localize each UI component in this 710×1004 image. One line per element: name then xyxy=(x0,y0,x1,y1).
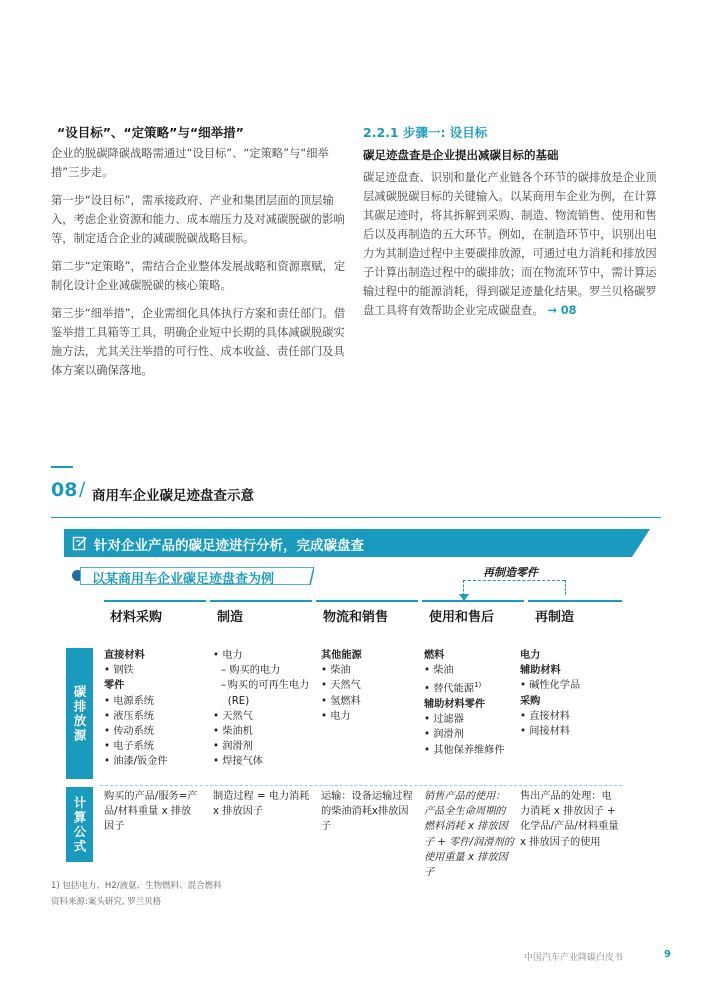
reman-dash-right xyxy=(565,580,566,595)
source-item: • 氢燃料 xyxy=(321,695,361,707)
figure-accent-line xyxy=(51,466,73,468)
source-item: • 直接材料 xyxy=(520,710,570,722)
source-title: 燃料 xyxy=(424,650,445,661)
col4-header: 使用和售后 xyxy=(429,610,495,625)
example-text: 以某商用车企业碳足迹盘查为例 xyxy=(92,572,275,587)
source-title: 辅助材料零件 xyxy=(424,699,486,710)
page-number: 9 xyxy=(664,949,671,960)
left-paragraph-1: 企业的脱碳降碳战略需通过“设目标”、“定策略”与“细举措”三步走。 xyxy=(51,147,329,179)
col1-line xyxy=(104,600,206,602)
col3-formula: 运输：设备运输过程的柴油消耗x排放因子 xyxy=(321,791,413,833)
col1-header: 材料采购 xyxy=(110,610,163,625)
row-label-sources: 碳排放源 xyxy=(66,648,93,779)
source-item: • 天然气 xyxy=(213,710,253,722)
source-title: 辅助材料 xyxy=(520,665,561,677)
col5-line xyxy=(528,600,622,602)
source-title: 采购 xyxy=(520,695,541,707)
figure-slash: / xyxy=(79,478,86,500)
source-item: • 油漆/钣金件 xyxy=(104,756,168,768)
source-item: • 柴油机 xyxy=(213,726,253,738)
col4-formula: 销售产品的使用：产品全生命周期的燃料消耗 x 排放因子 + 零件/润滑剂的使用重量 x 排放因子 xyxy=(424,791,514,879)
source-item: • 电源系统 xyxy=(104,695,154,707)
source-note: 资料来源:案头研究, 罗兰贝格 xyxy=(51,897,162,907)
source-item: • 传动系统 xyxy=(104,726,154,738)
source-item: • 替代能源$^{1)}$ xyxy=(424,681,482,695)
source-item: • 碱性化学品 xyxy=(520,680,581,692)
figure-title: 商用车企业碳足迹盘查示意 xyxy=(92,488,254,504)
left-paragraph-2: 第一步“设目标”，需承接政府、产业和集团层面的顶层输入，考虑企业资源和能力、成本端压力及对减碳脱碳的影响等，制定适合企业的减碳脱碳战略目标。 xyxy=(51,194,345,245)
analysis-band xyxy=(64,529,650,557)
right-heading: 2.2.1 步骤一: 设目标 xyxy=(363,125,488,140)
footnote: 1) 包括电力、H2/液氨、生物燃料、混合燃料 xyxy=(51,881,222,891)
figure-divider xyxy=(51,517,661,518)
source-item: • 钢铁 xyxy=(104,665,134,677)
source-item: • 其他保养维修件 xyxy=(424,744,505,756)
left-heading: “设目标”、“定策略”与“细举措” xyxy=(57,125,244,140)
source-item: • 天然气 xyxy=(321,680,361,692)
source-item: • 柴油 xyxy=(424,665,454,677)
footer-text: 中国汽车产业降碳白皮书 xyxy=(524,953,624,963)
right-subheading: 碳足迹盘查是企业提出减碳目标的基础 xyxy=(363,148,559,162)
right-body xyxy=(363,168,661,320)
band-text: 针对企业产品的碳足迹进行分析，完成碳盘查 xyxy=(94,538,364,554)
example-pill xyxy=(80,567,314,585)
col2-header: 制造 xyxy=(217,610,244,625)
source-subitem: – 购买的电力 xyxy=(221,665,281,677)
col5-formula: 售出产品的处理：电力消耗 x 排放因子 + 化学品/产品/材料重量 x 排放因子的使用 xyxy=(520,791,619,848)
source-title: 零件 xyxy=(104,680,125,692)
col2-sources xyxy=(213,648,311,770)
source-item: • 柴油 xyxy=(321,665,351,677)
source-item: • 电力 xyxy=(213,650,243,661)
left-body xyxy=(51,144,349,380)
source-title: 直接材料 xyxy=(104,650,145,661)
source-item: • 间接材料 xyxy=(520,726,570,738)
source-title: 其他能源 xyxy=(321,650,362,661)
col1-sources xyxy=(104,648,204,770)
source-item: • 焊接气体 xyxy=(213,756,263,768)
source-title: 电力 xyxy=(520,650,541,661)
left-paragraph-3: 第二步“定策略”，需结合企业整体发展战略和资源禀赋，定制化设计企业减碳脱碳的核心策略。 xyxy=(51,260,346,292)
figure-link[interactable]: → 08 xyxy=(547,304,577,317)
col3-sources xyxy=(321,648,417,724)
right-paragraph: 碳足迹盘查、识别和量化产业链各个环节的碳排放是企业顶层减碳脱碳目标的关键输入。以某商用车企业为例，在计算其碳足迹时，将其拆解到采购、制造、物流销售、使用和售后以及再制造的五大环节。例如，在制造环节中，识别出电力为其制造过程中主要碳排放源，可通过电力消耗和排放因子计算出制造过程中的碳排放；而在物流环节中，需计算运输过程中的能源消耗，得到碳足迹量化结果。罗兰贝格碳罗盘工具将有效帮助企业完成碳盘查。 xyxy=(363,171,657,317)
col4-line xyxy=(422,600,524,602)
source-item: • 过滤器 xyxy=(424,714,464,726)
col3-header: 物流和销售 xyxy=(323,610,389,625)
remanufacture-label: 再制造零件 xyxy=(483,566,538,579)
left-paragraph-4: 第三步“细举措”，企业需细化具体执行方案和责任部门。借鉴举措工具箱等工具，明确企业短中长期的具体减碳脱碳实施方法，尤其关注举措的可行性、成本收益、责任部门及具体方案以确保落地。 xyxy=(51,307,346,377)
source-item: • 润滑剂 xyxy=(213,741,253,753)
source-item: • 电子系统 xyxy=(104,741,154,753)
source-item: • 液压系统 xyxy=(104,710,154,722)
col2-formula: 制造过程 = 电力消耗 x 排放因子 xyxy=(213,791,310,818)
source-item: • 润滑剂 xyxy=(424,729,464,741)
col4-sources xyxy=(424,648,520,758)
col5-header: 再制造 xyxy=(535,610,575,625)
col2-line xyxy=(210,600,312,602)
edit-icon xyxy=(72,535,88,551)
figure-number: 08 xyxy=(51,479,78,501)
reman-dash-top xyxy=(463,580,565,581)
column-headers xyxy=(104,600,622,644)
col3-line xyxy=(316,600,418,602)
source-item: • 电力 xyxy=(321,710,351,722)
col1-formula: 购买的产品/服务=产品/材料重量 x 排放因子 xyxy=(104,791,198,833)
row-label-formula: 计算公式 xyxy=(66,787,93,862)
row-divider xyxy=(100,785,622,786)
col5-sources xyxy=(520,648,620,739)
source-subitem: – 购买的可再生电力(RE) xyxy=(221,680,310,707)
